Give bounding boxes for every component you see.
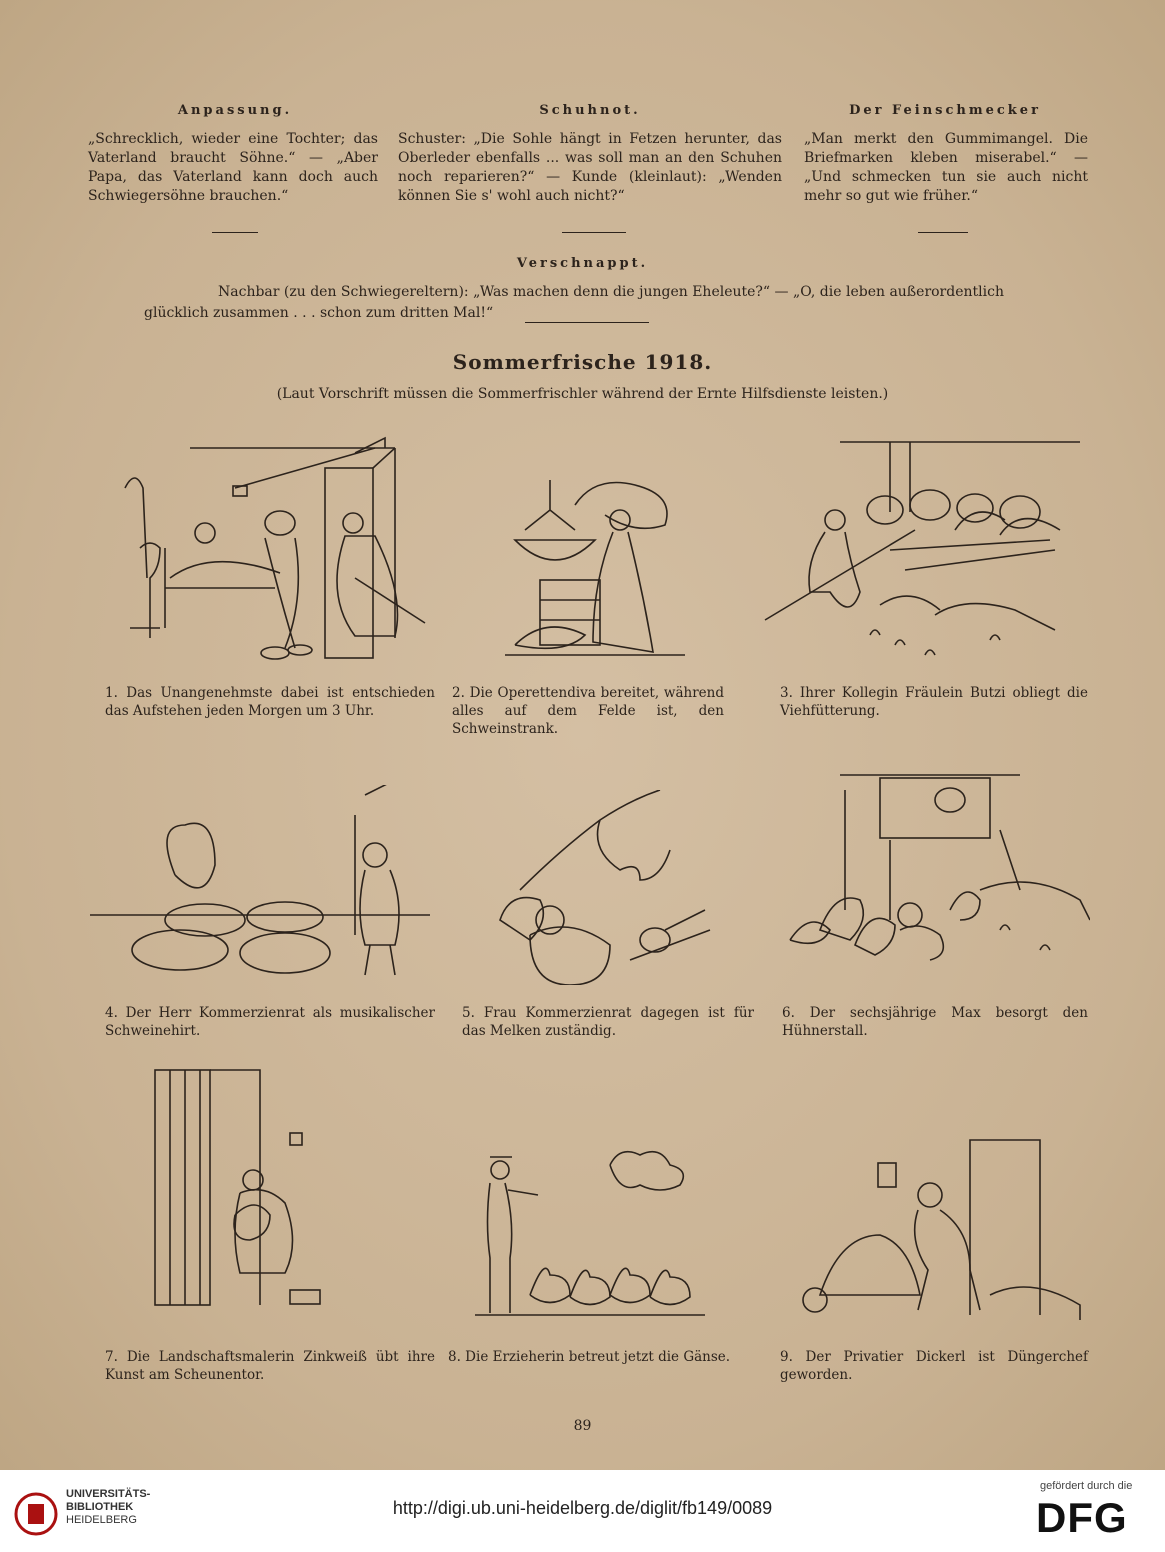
caption-8: 8. Die Erzieherin betreut jetzt die Gänse. (448, 1349, 731, 1365)
caption-9: 9. Der Privatier Dickerl ist Düngerchef geworden. (780, 1349, 1088, 1383)
dfg-logo: DFG (1036, 1494, 1128, 1541)
library-line-2: BIBLIOTHEK (66, 1501, 134, 1513)
joke-text-schuhnot: Schuster: „Die Sohle hängt in Fetzen herunter, das Oberleder ebenfalls ... was soll man an den Schuhen noch reparieren?“ — Kunde (kleinlaut): „Wenden können Sie s' wohl auch nicht?“ (398, 131, 782, 204)
joke-title-feinschmecker: Der Feinschmecker (849, 103, 1041, 118)
joke-title-schuhnot: Schuhnot. (539, 103, 641, 118)
joke-title-anpassung: Anpassung. (177, 103, 293, 118)
caption-6: 6. Der sechsjährige Max besorgt den Hühnerstall. (782, 1005, 1088, 1039)
joke-title-verschnappt: Verschnappt. (516, 256, 649, 271)
illustration-milking (480, 790, 720, 985)
divider (525, 322, 649, 323)
illustration-cattle-feeding (760, 420, 1090, 670)
illustration-operetta-diva (495, 470, 695, 670)
caption-7: 7. Die Landschaftsmalerin Zinkweiß übt ihre Kunst am Scheunentor. (105, 1349, 435, 1383)
illustration-wake-up (105, 428, 435, 673)
divider (918, 232, 968, 233)
joke-line-2: glücklich zusammen . . . schon zum dritten Mal!“ (144, 305, 494, 321)
page-number: 89 (573, 1418, 592, 1434)
illustration-henhouse (770, 770, 1090, 985)
illustration-dung-chef (790, 1135, 1090, 1320)
illustration-swineherd (85, 785, 435, 985)
divider (212, 232, 258, 233)
library-line-3: HEIDELBERG (66, 1514, 137, 1526)
joke-text-feinschmecker: „Man merkt den Gummimangel. Die Briefmarken kleben miserabel.“ — „Und schmecken tun sie auch nicht mehr so gut wie früher.“ (804, 131, 1088, 204)
illustration-geese-governess (470, 1135, 710, 1320)
illustration-barn-door-painter (145, 1065, 345, 1315)
library-line-1: UNIVERSITÄTS- (66, 1488, 151, 1500)
caption-3: 3. Ihrer Kollegin Fräulein Butzi obliegt die Viehfütterung. (780, 685, 1088, 719)
joke-line-1: Nachbar (zu den Schwiegereltern): „Was machen denn die jungen Eheleute?“ — „O, die leben außerordentlich (218, 284, 1004, 300)
section-title: Sommerfrische 1918. (452, 350, 713, 374)
caption-4: 4. Der Herr Kommerzienrat als musikalischer Schweinehirt. (105, 1005, 435, 1039)
caption-1: 1. Das Unangenehmste dabei ist entschieden das Aufstehen jeden Morgen um 3 Uhr. (105, 685, 435, 719)
caption-5: 5. Frau Kommerzienrat dagegen ist für das Melken zuständig. (462, 1005, 754, 1039)
joke-text-anpassung: „Schrecklich, wieder eine Tochter; das Vaterland braucht Söhne.“ — „Aber Papa, das Vaterland kann doch auch Schwiegersöhne brauchen.“ (88, 131, 378, 204)
divider (562, 232, 626, 233)
section-subtitle: (Laut Vorschrift müssen die Sommerfrischler während der Ernte Hilfsdienste leisten.) (276, 386, 889, 402)
caption-2: 2. Die Operettendiva bereitet, während alles auf dem Felde ist, den Schweinstrank. (452, 685, 724, 737)
document-url-link[interactable]: http://digi.ub.uni-heidelberg.de/diglit/fb149/0089 (392, 1498, 773, 1518)
funding-label: gefördert durch die (1040, 1480, 1133, 1492)
